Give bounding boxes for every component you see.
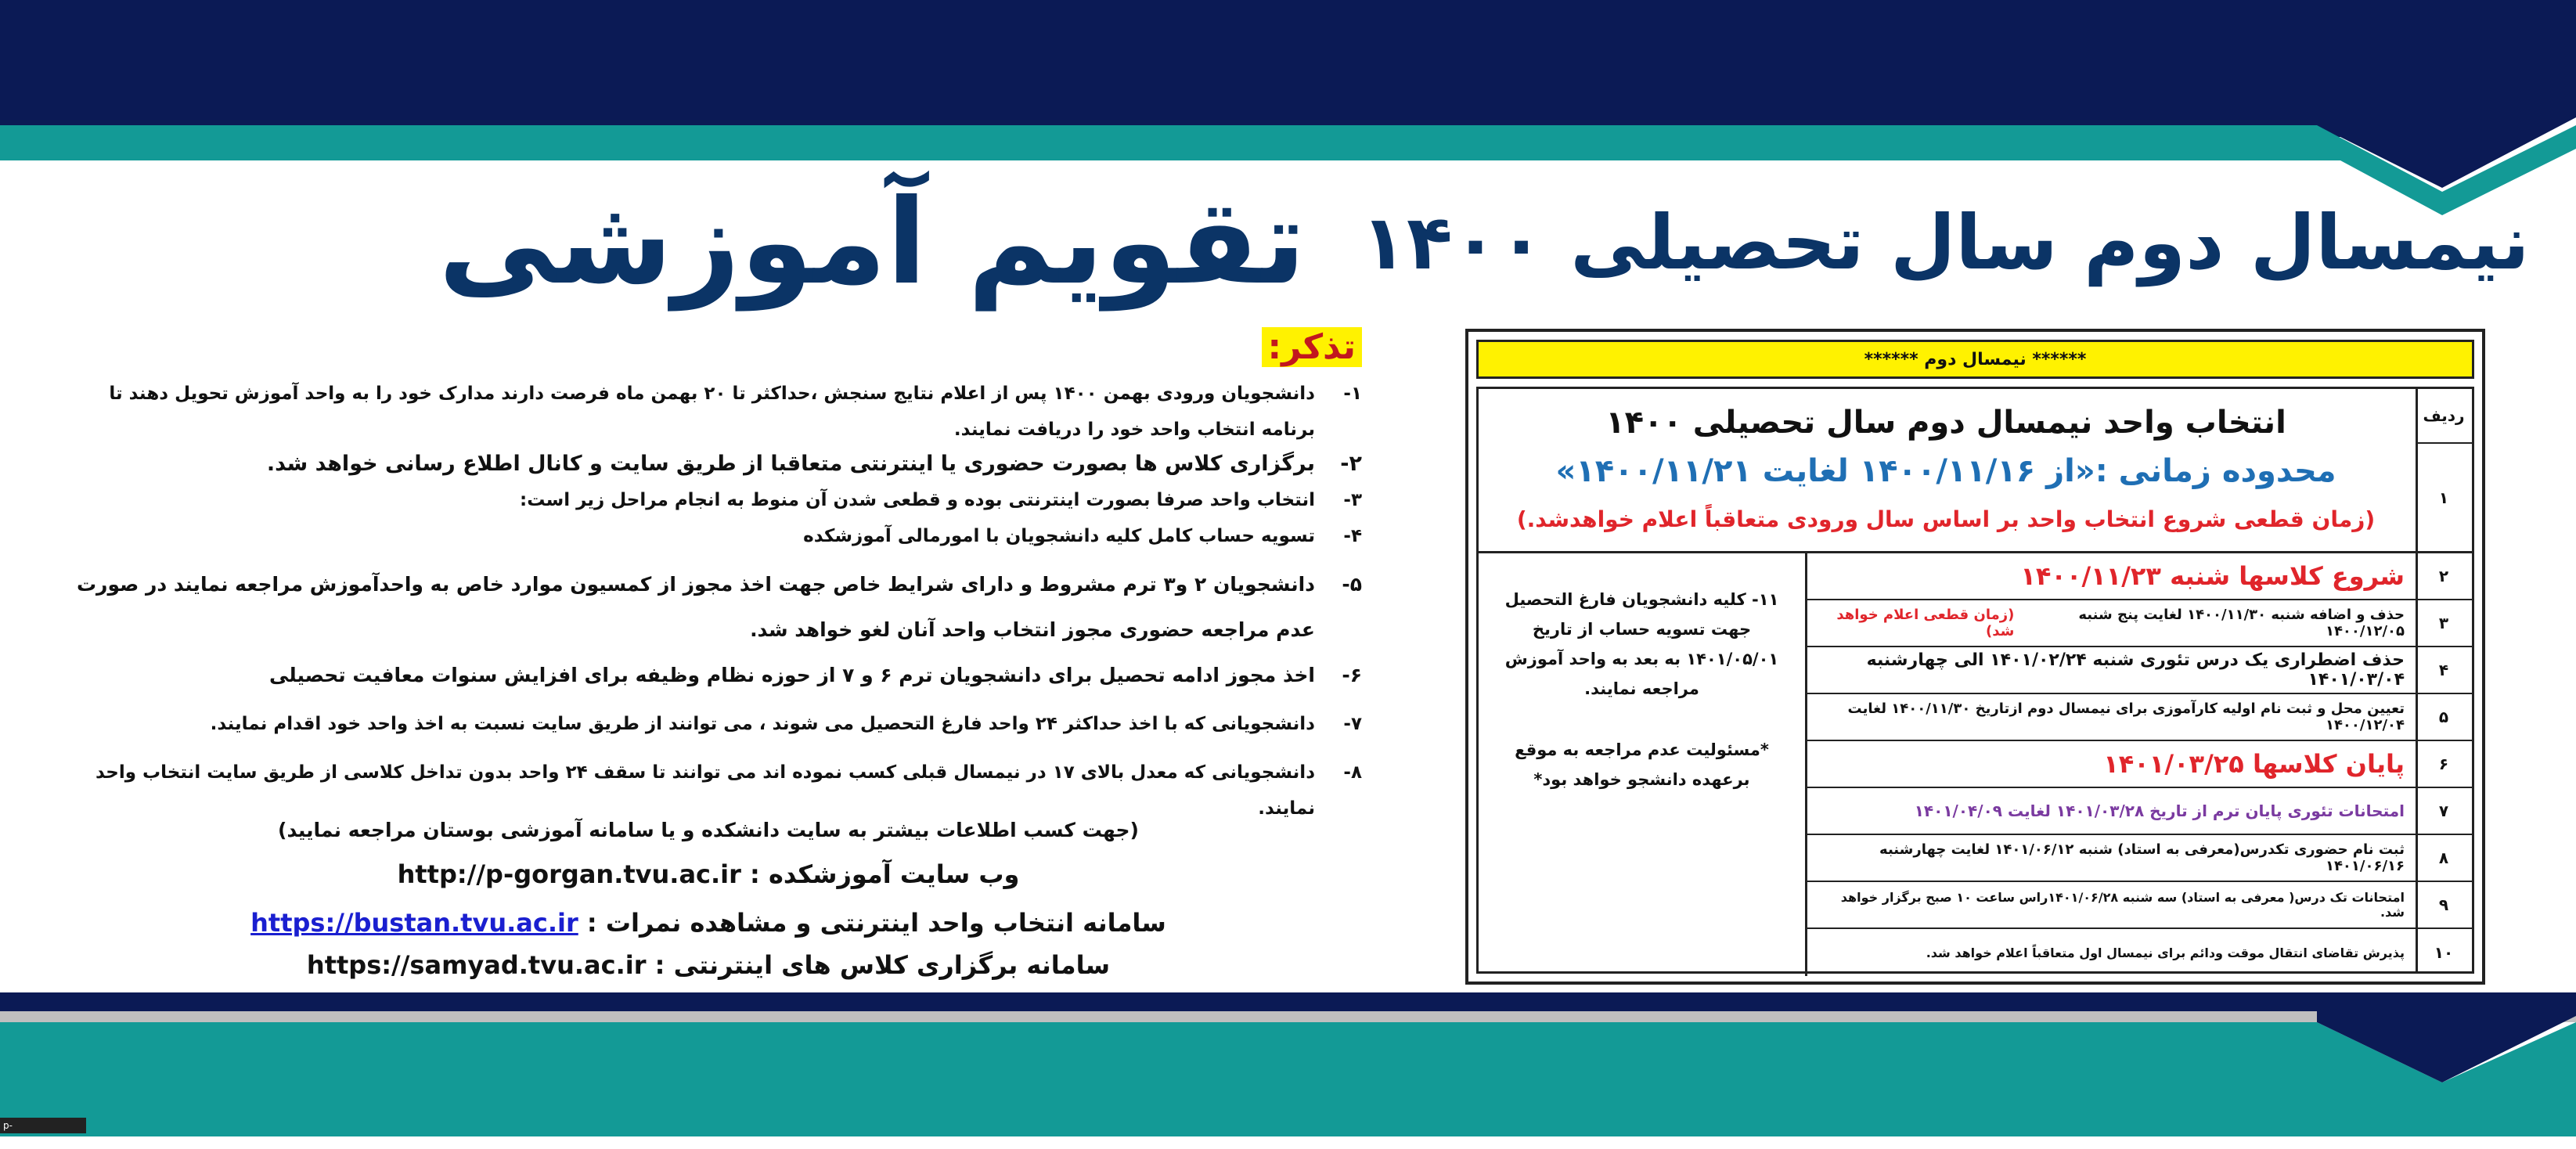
row-text: شروع کلاسها شنبه ۱۴۰۰/۱۱/۲۳ (2020, 561, 2405, 591)
notes-panel (55, 319, 1362, 992)
row-text: امتحانات تئوری پایان ترم از تاریخ ۱۴۰۱/۰۳/۲۸ لغایت ۱۴۰۱/۰۴/۰۹ (1914, 801, 2405, 820)
row-number: ۴ (2416, 647, 2472, 694)
side-note-graduates: ۱۱- کلیه دانشجویان فارغ التحصیل جهت تسویه حساب از تاریخ ۱۴۰۱/۰۵/۰۱ به بعد به واحد آموزش مراجعه نمایند. (1504, 590, 1779, 698)
note-number: ۴- (1343, 526, 1362, 546)
site-tag: p-gorgan.tvu.ac.ir (0, 1118, 86, 1133)
row-text: حذف و اضافه شنبه ۱۴۰۰/۱۱/۳۰ لغایت پنج شنبه ۱۴۰۰/۱۲/۰۵ (2078, 607, 2405, 639)
row-number: ۶ (2416, 741, 2472, 788)
info-lead: (جهت کسب اطلاعات بیشتر به سایت دانشکده و یا سامانه آموزشی بوستان مراجعه نمایید) (278, 819, 1139, 841)
note-number: ۷- (1343, 714, 1362, 734)
note-number: ۳- (1343, 490, 1362, 510)
samyad-link[interactable]: https://samyad.tvu.ac.ir (306, 950, 647, 980)
row-number: ۸ (2416, 835, 2472, 882)
enrollment-range: محدوده زمانی :«از ۱۴۰۰/۱۱/۱۶ لغایت ۱۴۰۰/۱۱/۲۱» (1555, 453, 2336, 489)
table-row-enrollment (1476, 389, 2416, 553)
row-number: ۱ (2416, 444, 2472, 553)
note-item (55, 518, 1362, 554)
row-number: ۳ (2416, 600, 2472, 647)
radif-header: ردیف (2416, 389, 2472, 444)
link-label: وب سایت آموزشکده : (750, 859, 1020, 889)
side-note-responsibility: *مسئولیت عدم مراجعه به موقع برعهده دانشجو خواهد بود* (1515, 740, 1769, 789)
note-text: دانشجویان ورودی بهمن ۱۴۰۰ پس از اعلام نتایج سنجش ،حداکثر تا ۲۰ بهمن ماه فرصت دارند مدارک خود را به واحد آموزش تحویل دهند تا برنامه انتخاب واحد خود را دریافت نمایند. (109, 384, 1315, 440)
note-text: دانشجویانی که معدل بالای ۱۷ در نیمسال قبلی کسب نموده اند می توانند تا سقف ۲۴ واحد بدون تداخل کلاسی از طریق سایت انتخاب واحد نمایند. (95, 762, 1315, 819)
enrollment-title: انتخاب واحد نیمسال دوم سال تحصیلی ۱۴۰۰ (1605, 405, 2286, 441)
link-label: سامانه برگزاری کلاس های اینترنتی : (654, 950, 1111, 980)
row-extra: (زمان قطعی اعلام خواهد شد) (1836, 607, 2015, 639)
bottom-banner-band (0, 992, 2576, 1136)
row-number: ۱۰ (2434, 943, 2454, 962)
note-number: ۸- (1343, 762, 1362, 783)
note-item (55, 482, 1362, 518)
note-number: ۱- (1343, 384, 1362, 404)
note-item (55, 657, 1362, 693)
note-item (55, 376, 1362, 448)
row-number: ۵ (2416, 694, 2472, 741)
samyad-link-row (55, 950, 1362, 980)
row-number: ۷ (2416, 788, 2472, 835)
note-text: اخذ مجوز ادامه تحصیل برای دانشجویان ترم ۶ و ۷ از حوزه نظام وظیفه برای افزایش سنوات معافیت تحصیلی (268, 664, 1315, 686)
table-row (1805, 788, 2416, 835)
schedule-rows (1805, 553, 2416, 976)
table-row (1805, 694, 2416, 741)
enrollment-note: (زمان قطعی شروع انتخاب واحد بر اساس سال ورودی متعاقباً اعلام خواهدشد.) (1516, 506, 2376, 532)
row-text: پایان کلاسها ۱۴۰۱/۰۳/۲۵ (2103, 749, 2405, 779)
table-row (1805, 882, 2416, 929)
bustan-link[interactable]: https://bustan.tvu.ac.ir (250, 908, 578, 938)
schedule-grid (1476, 387, 2474, 974)
note-text: تسویه حساب کامل کلیه دانشجویان با امورمالی آموزشکده (803, 526, 1315, 546)
page-title: تقویم آموزشی (438, 175, 1306, 311)
table-row (1805, 835, 2416, 882)
row-text: حذف اضطراری یک درس تئوری شنبه ۱۴۰۱/۰۲/۲۴ الی چهارشنبه ۱۴۰۱/۰۳/۰۴ (1866, 650, 2405, 690)
schedule-table (1465, 329, 2485, 985)
page-subtitle: نیمسال دوم سال تحصیلی ۱۴۰۰ (1360, 199, 2530, 286)
table-row (1805, 929, 2416, 976)
table-row (1805, 553, 2416, 600)
note-item (55, 562, 1362, 653)
semester-band: ****** نیمسال دوم ****** (1476, 340, 2474, 379)
page-title-row (438, 164, 2530, 321)
row-text: تعیین محل و ثبت نام اولیه کارآموزی برای نیمسال دوم ازتاریخ ۱۴۰۰/۱۱/۳۰ لغایت ۱۴۰۰/۱۲/۰۴ (1847, 701, 2405, 733)
note-number: ۵- (1342, 573, 1362, 596)
note-text: برگزاری کلاس ها بصورت حضوری یا اینترنتی متعاقبا از طریق سایت و کانال اطلاع رسانی خواهد شد. (266, 452, 1315, 476)
row-number: ۹ (2416, 882, 2472, 929)
reminder-heading: تذکر: (1262, 327, 1363, 367)
table-row (1805, 647, 2416, 694)
note-text: انتخاب واحد صرفا بصورت اینترنتی بوده و قطعی شدن آن منوط به انجام مراحل زیر است: (520, 490, 1315, 510)
table-row (1805, 741, 2416, 788)
note-text: دانشجویانی که با اخذ حداکثر ۲۴ واحد فارغ التحصیل می شوند ، می توانند از طریق سایت نسبت به اخذ واحد خود اقدام نمایند. (210, 714, 1315, 734)
side-note-box (1479, 553, 1807, 976)
note-item (55, 706, 1362, 742)
website-link-row (55, 859, 1362, 889)
row-text: ثبت نام حضوری تکدرس(معرفی به استاد) شنبه ۱۴۰۱/۰۶/۱۲ لغایت چهارشنبه ۱۴۰۱/۰۶/۱۶ (1879, 841, 2405, 874)
link-label: سامانه انتخاب واحد اینترنتی و مشاهده نمرات : (586, 908, 1166, 938)
row-text: امتحانات تک درس( معرفی به استاد) سه شنبه ۱۴۰۱/۰۶/۲۸راس ساعت ۱۰ صبح برگزار خواهد شد. (1840, 890, 2405, 920)
note-item (55, 755, 1362, 827)
note-number: ۲- (1340, 452, 1362, 476)
note-item (55, 446, 1362, 482)
row-text: پذیرش تقاضای انتقال موقت ودائم برای نیمسال اول متعاقباً اعلام خواهد شد. (1926, 945, 2405, 960)
row-number: ۲ (2416, 553, 2472, 600)
note-text: دانشجویان ۲ و۳ ترم مشروط و دارای شرایط خاص جهت اخذ مجوز از کمسیون موارد خاص به واحدآموزش مراجعه نمایند در صورت عدم مراجعه حضوری مجوز انتخاب واحد آنان لغو خواهد شد. (76, 573, 1315, 641)
table-row (1805, 600, 2416, 647)
note-number: ۶- (1342, 664, 1362, 686)
bustan-link-row (55, 908, 1362, 938)
website-link[interactable]: http://p-gorgan.tvu.ac.ir (397, 859, 741, 889)
